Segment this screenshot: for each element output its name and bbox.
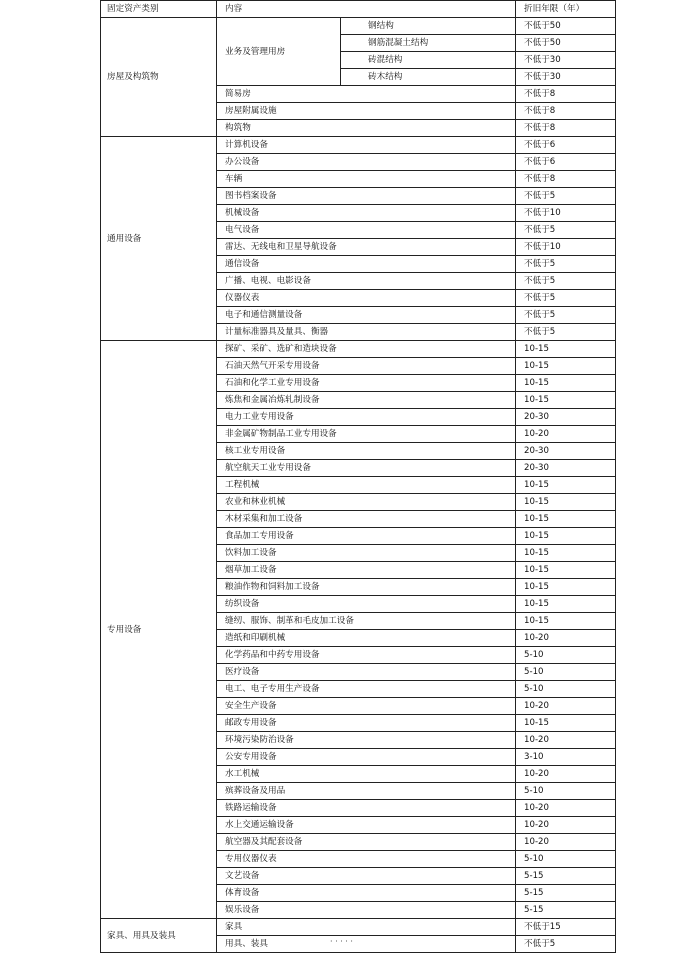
- item-name: 车辆: [217, 171, 516, 188]
- item-name: 家具: [217, 919, 516, 936]
- depreciation-table: [100, 0, 616, 953]
- item-name: 体育设备: [217, 885, 516, 902]
- item-name: 钢筋混凝土结构: [341, 35, 516, 52]
- item-years: 10-15: [516, 528, 616, 545]
- table-row: [101, 18, 616, 35]
- item-years: 5-10: [516, 783, 616, 800]
- item-years: 不低于5: [516, 273, 616, 290]
- item-name: 办公设备: [217, 154, 516, 171]
- item-years: 10-15: [516, 579, 616, 596]
- item-name: 仪器仪表: [217, 290, 516, 307]
- item-name: 石油和化学工业专用设备: [217, 375, 516, 392]
- item-name: 电子和通信测量设备: [217, 307, 516, 324]
- item-name: 安全生产设备: [217, 698, 516, 715]
- category-cell: 房屋及构筑物: [101, 18, 217, 137]
- item-years: 不低于8: [516, 120, 616, 137]
- subcategory-cell: 业务及管理用房: [217, 18, 341, 86]
- item-years: 不低于6: [516, 154, 616, 171]
- item-name: 电气设备: [217, 222, 516, 239]
- item-name: 纺织设备: [217, 596, 516, 613]
- item-name: 造纸和印刷机械: [217, 630, 516, 647]
- item-years: 5-15: [516, 868, 616, 885]
- item-years: 20-30: [516, 460, 616, 477]
- item-name: 水工机械: [217, 766, 516, 783]
- item-name: 饮料加工设备: [217, 545, 516, 562]
- item-name: 核工业专用设备: [217, 443, 516, 460]
- item-years: 不低于30: [516, 69, 616, 86]
- item-name: 公安专用设备: [217, 749, 516, 766]
- item-years: 不低于8: [516, 171, 616, 188]
- item-name: 探矿、采矿、选矿和造块设备: [217, 341, 516, 358]
- item-name: 石油天然气开采专用设备: [217, 358, 516, 375]
- item-name: 砖混结构: [341, 52, 516, 69]
- item-name: 环境污染防治设备: [217, 732, 516, 749]
- item-years: 不低于30: [516, 52, 616, 69]
- item-name: 医疗设备: [217, 664, 516, 681]
- item-name: 粮油作物和饲料加工设备: [217, 579, 516, 596]
- item-name: 计量标准器具及量具、衡器: [217, 324, 516, 341]
- item-name: 计算机设备: [217, 137, 516, 154]
- item-name: 用具、装具: [217, 936, 516, 953]
- item-name: 铁路运输设备: [217, 800, 516, 817]
- item-name: 雷达、无线电和卫星导航设备: [217, 239, 516, 256]
- item-name: 图书档案设备: [217, 188, 516, 205]
- item-years: 10-20: [516, 630, 616, 647]
- table-row: [101, 341, 616, 358]
- item-name: 航空器及其配套设备: [217, 834, 516, 851]
- item-name: 殡葬设备及用品: [217, 783, 516, 800]
- item-years: 10-20: [516, 732, 616, 749]
- item-years: 10-15: [516, 562, 616, 579]
- item-name: 专用仪器仪表: [217, 851, 516, 868]
- item-years: 10-15: [516, 494, 616, 511]
- item-years: 10-15: [516, 392, 616, 409]
- item-years: 10-20: [516, 426, 616, 443]
- item-name: 通信设备: [217, 256, 516, 273]
- table-row: [101, 137, 616, 154]
- item-years: 10-20: [516, 766, 616, 783]
- item-name: 钢结构: [341, 18, 516, 35]
- item-years: 5-15: [516, 902, 616, 919]
- item-name: 邮政专用设备: [217, 715, 516, 732]
- item-name: 砖木结构: [341, 69, 516, 86]
- item-name: 水上交通运输设备: [217, 817, 516, 834]
- item-years: 5-10: [516, 647, 616, 664]
- item-name: 缝纫、服饰、制革和毛皮加工设备: [217, 613, 516, 630]
- item-years: 不低于8: [516, 86, 616, 103]
- item-years: 不低于15: [516, 919, 616, 936]
- item-name: 非金属矿物制品工业专用设备: [217, 426, 516, 443]
- item-years: 10-20: [516, 817, 616, 834]
- item-years: 20-30: [516, 409, 616, 426]
- item-name: 烟草加工设备: [217, 562, 516, 579]
- header-row: [101, 1, 616, 18]
- item-name: 文艺设备: [217, 868, 516, 885]
- item-years: 5-15: [516, 885, 616, 902]
- item-name: 广播、电视、电影设备: [217, 273, 516, 290]
- category-cell: 专用设备: [101, 341, 217, 919]
- item-years: 10-15: [516, 341, 616, 358]
- item-name: 电力工业专用设备: [217, 409, 516, 426]
- item-name: 化学药品和中药专用设备: [217, 647, 516, 664]
- item-name: 航空航天工业专用设备: [217, 460, 516, 477]
- item-years: 10-15: [516, 613, 616, 630]
- item-years: 10-15: [516, 715, 616, 732]
- item-years: 不低于10: [516, 239, 616, 256]
- header-content: 内容: [217, 1, 516, 18]
- item-years: 不低于5: [516, 324, 616, 341]
- item-years: 不低于5: [516, 936, 616, 953]
- header-years: 折旧年限（年）: [516, 1, 616, 18]
- item-name: 工程机械: [217, 477, 516, 494]
- item-name: 农业和林业机械: [217, 494, 516, 511]
- item-years: 不低于5: [516, 290, 616, 307]
- item-years: 3-10: [516, 749, 616, 766]
- item-years: 10-15: [516, 511, 616, 528]
- item-years: 10-15: [516, 358, 616, 375]
- item-years: 不低于50: [516, 18, 616, 35]
- item-years: 10-15: [516, 477, 616, 494]
- item-years: 不低于5: [516, 188, 616, 205]
- item-years: 5-10: [516, 664, 616, 681]
- item-years: 不低于10: [516, 205, 616, 222]
- item-name: 电工、电子专用生产设备: [217, 681, 516, 698]
- item-years: 不低于50: [516, 35, 616, 52]
- item-years: 不低于5: [516, 222, 616, 239]
- item-name: 娱乐设备: [217, 902, 516, 919]
- item-name: 炼焦和金属冶炼轧制设备: [217, 392, 516, 409]
- item-years: 10-15: [516, 375, 616, 392]
- item-years: 不低于8: [516, 103, 616, 120]
- item-name: 食品加工专用设备: [217, 528, 516, 545]
- item-years: 不低于6: [516, 137, 616, 154]
- header-category: 固定资产类别: [101, 1, 217, 18]
- category-cell: 家具、用具及装具: [101, 919, 217, 953]
- item-name: 构筑物: [217, 120, 516, 137]
- item-years: 5-10: [516, 851, 616, 868]
- item-years: 不低于5: [516, 307, 616, 324]
- item-years: 10-20: [516, 800, 616, 817]
- item-years: 10-20: [516, 698, 616, 715]
- item-years: 10-15: [516, 545, 616, 562]
- item-years: 5-10: [516, 681, 616, 698]
- item-name: 简易房: [217, 86, 516, 103]
- table-row: [101, 919, 616, 936]
- item-name: 房屋附属设施: [217, 103, 516, 120]
- page-footer: · · · · ·: [330, 937, 353, 946]
- category-cell: 通用设备: [101, 137, 217, 341]
- item-years: 10-20: [516, 834, 616, 851]
- item-name: 木材采集和加工设备: [217, 511, 516, 528]
- item-name: 机械设备: [217, 205, 516, 222]
- item-years: 20-30: [516, 443, 616, 460]
- item-years: 10-15: [516, 596, 616, 613]
- item-years: 不低于5: [516, 256, 616, 273]
